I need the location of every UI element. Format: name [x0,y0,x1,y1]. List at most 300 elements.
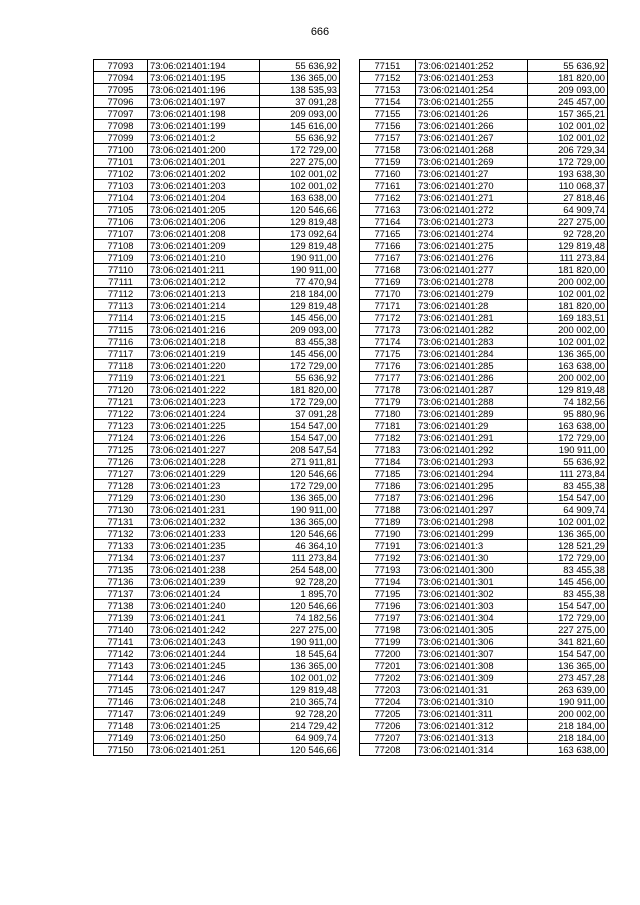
cadastral-number-cell: 73:06:021401:23 [148,480,260,492]
cadastral-number-cell: 73:06:021401:250 [148,732,260,744]
table-row [94,720,340,732]
value-cell: 129 819,48 [528,384,608,396]
cadastral-number-cell: 73:06:021401:311 [416,708,528,720]
cadastral-number-cell: 73:06:021401:297 [416,504,528,516]
value-cell: 190 911,00 [528,444,608,456]
table-row [360,540,608,552]
table-row [94,240,340,252]
cadastral-number-cell: 73:06:021401:198 [148,108,260,120]
row-number-cell: 77097 [94,108,148,120]
table-row [94,648,340,660]
row-number-cell: 77172 [360,312,416,324]
table-row [94,204,340,216]
cadastral-number-cell: 73:06:021401:270 [416,180,528,192]
table-row [360,576,608,588]
cadastral-number-cell: 73:06:021401:289 [416,408,528,420]
cadastral-number-cell: 73:06:021401:296 [416,492,528,504]
value-cell: 55 636,92 [528,60,608,72]
value-cell: 254 548,00 [260,564,340,576]
cadastral-number-cell: 73:06:021401:287 [416,384,528,396]
table-row [94,108,340,120]
value-cell: 145 456,00 [260,312,340,324]
row-number-cell: 77102 [94,168,148,180]
table-row [360,552,608,564]
table-row [94,288,340,300]
table-row [94,516,340,528]
table-row [360,516,608,528]
value-cell: 245 457,00 [528,96,608,108]
value-cell: 92 728,20 [260,576,340,588]
value-cell: 181 820,00 [528,72,608,84]
value-cell: 227 275,00 [528,216,608,228]
row-number-cell: 77162 [360,192,416,204]
value-cell: 120 546,66 [260,204,340,216]
table-row [94,180,340,192]
value-cell: 110 068,37 [528,180,608,192]
cadastral-number-cell: 73:06:021401:194 [148,60,260,72]
table-row [94,396,340,408]
table-row [360,564,608,576]
value-cell: 200 002,00 [528,708,608,720]
table-row [360,360,608,372]
table-row [94,696,340,708]
table-row [94,96,340,108]
cadastral-number-cell: 73:06:021401:272 [416,204,528,216]
ledger-table-left [93,59,340,756]
row-number-cell: 77185 [360,468,416,480]
cadastral-number-cell: 73:06:021401:288 [416,396,528,408]
cadastral-number-cell: 73:06:021401:283 [416,336,528,348]
table-row [94,732,340,744]
value-cell: 200 002,00 [528,372,608,384]
table-row [360,720,608,732]
value-cell: 55 636,92 [260,132,340,144]
cadastral-number-cell: 73:06:021401:242 [148,624,260,636]
value-cell: 102 001,02 [260,180,340,192]
value-cell: 83 455,38 [528,588,608,600]
cadastral-number-cell: 73:06:021401:197 [148,96,260,108]
value-cell: 120 546,66 [260,468,340,480]
table-row [360,180,608,192]
table-row [94,84,340,96]
cadastral-number-cell: 73:06:021401:294 [416,468,528,480]
cadastral-number-cell: 73:06:021401:241 [148,612,260,624]
cadastral-number-cell: 73:06:021401:202 [148,168,260,180]
cadastral-number-cell: 73:06:021401:314 [416,744,528,756]
cadastral-number-cell: 73:06:021401:282 [416,324,528,336]
row-number-cell: 77137 [94,588,148,600]
table-row [360,684,608,696]
table-row [360,384,608,396]
cadastral-number-cell: 73:06:021401:298 [416,516,528,528]
value-cell: 154 547,00 [260,420,340,432]
table-row [94,120,340,132]
table-row [360,744,608,756]
row-number-cell: 77129 [94,492,148,504]
value-cell: 163 638,00 [528,744,608,756]
cadastral-number-cell: 73:06:021401:203 [148,180,260,192]
table-row [94,624,340,636]
row-number-cell: 77167 [360,252,416,264]
value-cell: 209 093,00 [528,84,608,96]
cadastral-number-cell: 73:06:021401:226 [148,432,260,444]
table-row [94,432,340,444]
cadastral-number-cell: 73:06:021401:308 [416,660,528,672]
row-number-cell: 77121 [94,396,148,408]
table-row [360,672,608,684]
row-number-cell: 77150 [94,744,148,756]
value-cell: 181 820,00 [528,264,608,276]
row-number-cell: 77124 [94,432,148,444]
value-cell: 55 636,92 [528,456,608,468]
value-cell: 209 093,00 [260,108,340,120]
table-row [94,312,340,324]
table-row [360,600,608,612]
cadastral-number-cell: 73:06:021401:292 [416,444,528,456]
cadastral-number-cell: 73:06:021401:199 [148,120,260,132]
table-row [360,252,608,264]
cadastral-number-cell: 73:06:021401:209 [148,240,260,252]
row-number-cell: 77119 [94,372,148,384]
table-row [360,456,608,468]
value-cell: 154 547,00 [528,600,608,612]
cadastral-number-cell: 73:06:021401:273 [416,216,528,228]
row-number-cell: 77186 [360,480,416,492]
value-cell: 138 535,93 [260,84,340,96]
row-number-cell: 77140 [94,624,148,636]
row-number-cell: 77177 [360,372,416,384]
value-cell: 95 880,96 [528,408,608,420]
table-row [94,192,340,204]
row-number-cell: 77187 [360,492,416,504]
row-number-cell: 77168 [360,264,416,276]
table-row [360,144,608,156]
table-row [94,384,340,396]
row-number-cell: 77171 [360,300,416,312]
cadastral-number-cell: 73:06:021401:266 [416,120,528,132]
row-number-cell: 77131 [94,516,148,528]
cadastral-number-cell: 73:06:021401:277 [416,264,528,276]
value-cell: 18 545,64 [260,648,340,660]
row-number-cell: 77148 [94,720,148,732]
table-row [360,468,608,480]
value-cell: 55 636,92 [260,372,340,384]
row-number-cell: 77117 [94,348,148,360]
cadastral-number-cell: 73:06:021401:213 [148,288,260,300]
table-row [94,504,340,516]
cadastral-number-cell: 73:06:021401:29 [416,420,528,432]
cadastral-number-cell: 73:06:021401:196 [148,84,260,96]
row-number-cell: 77103 [94,180,148,192]
cadastral-number-cell: 73:06:021401:285 [416,360,528,372]
cadastral-number-cell: 73:06:021401:247 [148,684,260,696]
row-number-cell: 77134 [94,552,148,564]
cadastral-number-cell: 73:06:021401:24 [148,588,260,600]
cadastral-number-cell: 73:06:021401:201 [148,156,260,168]
cadastral-number-cell: 73:06:021401:275 [416,240,528,252]
value-cell: 273 457,28 [528,672,608,684]
table-row [360,612,608,624]
row-number-cell: 77181 [360,420,416,432]
table-row [360,480,608,492]
row-number-cell: 77122 [94,408,148,420]
cadastral-number-cell: 73:06:021401:281 [416,312,528,324]
cadastral-number-cell: 73:06:021401:200 [148,144,260,156]
row-number-cell: 77094 [94,72,148,84]
value-cell: 136 365,00 [528,660,608,672]
cadastral-number-cell: 73:06:021401:28 [416,300,528,312]
row-number-cell: 77144 [94,672,148,684]
row-number-cell: 77107 [94,228,148,240]
cadastral-number-cell: 73:06:021401:248 [148,696,260,708]
row-number-cell: 77154 [360,96,416,108]
table-row [360,588,608,600]
table-row [94,552,340,564]
value-cell: 102 001,02 [528,132,608,144]
row-number-cell: 77205 [360,708,416,720]
row-number-cell: 77169 [360,276,416,288]
value-cell: 102 001,02 [528,120,608,132]
row-number-cell: 77196 [360,600,416,612]
value-cell: 154 547,00 [528,492,608,504]
value-cell: 208 547,54 [260,444,340,456]
cadastral-number-cell: 73:06:021401:301 [416,576,528,588]
value-cell: 102 001,02 [528,288,608,300]
ledger-table-right [359,59,608,756]
cadastral-number-cell: 73:06:021401:313 [416,732,528,744]
table-row [94,228,340,240]
cadastral-number-cell: 73:06:021401:253 [416,72,528,84]
value-cell: 111 273,84 [528,252,608,264]
table-row [94,708,340,720]
row-number-cell: 77141 [94,636,148,648]
row-number-cell: 77198 [360,624,416,636]
row-number-cell: 77113 [94,300,148,312]
value-cell: 92 728,20 [260,708,340,720]
cadastral-number-cell: 73:06:021401:205 [148,204,260,216]
row-number-cell: 77149 [94,732,148,744]
row-number-cell: 77111 [94,276,148,288]
table-row [360,324,608,336]
row-number-cell: 77170 [360,288,416,300]
value-cell: 129 819,48 [260,240,340,252]
row-number-cell: 77109 [94,252,148,264]
cadastral-number-cell: 73:06:021401:215 [148,312,260,324]
value-cell: 64 909,74 [528,504,608,516]
row-number-cell: 77093 [94,60,148,72]
cadastral-number-cell: 73:06:021401:306 [416,636,528,648]
value-cell: 55 636,92 [260,60,340,72]
row-number-cell: 77184 [360,456,416,468]
table-row [360,300,608,312]
cadastral-number-cell: 73:06:021401:212 [148,276,260,288]
cadastral-number-cell: 73:06:021401:235 [148,540,260,552]
row-number-cell: 77095 [94,84,148,96]
table-row [360,444,608,456]
table-row [94,456,340,468]
row-number-cell: 77193 [360,564,416,576]
value-cell: 77 470,94 [260,276,340,288]
value-cell: 154 547,00 [260,432,340,444]
row-number-cell: 77178 [360,384,416,396]
cadastral-number-cell: 73:06:021401:249 [148,708,260,720]
row-number-cell: 77096 [94,96,148,108]
value-cell: 173 092,64 [260,228,340,240]
cadastral-number-cell: 73:06:021401:206 [148,216,260,228]
value-cell: 1 895,70 [260,588,340,600]
row-number-cell: 77180 [360,408,416,420]
value-cell: 341 821,60 [528,636,608,648]
value-cell: 172 729,00 [528,156,608,168]
cadastral-number-cell: 73:06:021401:310 [416,696,528,708]
row-number-cell: 77156 [360,120,416,132]
value-cell: 129 819,48 [528,240,608,252]
row-number-cell: 77099 [94,132,148,144]
row-number-cell: 77104 [94,192,148,204]
value-cell: 128 521,29 [528,540,608,552]
cadastral-number-cell: 73:06:021401:293 [416,456,528,468]
value-cell: 102 001,02 [260,168,340,180]
cadastral-number-cell: 73:06:021401:243 [148,636,260,648]
value-cell: 200 002,00 [528,324,608,336]
cadastral-number-cell: 73:06:021401:284 [416,348,528,360]
table-row [94,300,340,312]
table-row [94,276,340,288]
table-row [94,744,340,756]
cadastral-number-cell: 73:06:021401:305 [416,624,528,636]
row-number-cell: 77204 [360,696,416,708]
table-row [94,264,340,276]
table-row [94,684,340,696]
table-row [360,60,608,72]
row-number-cell: 77135 [94,564,148,576]
table-row [360,636,608,648]
value-cell: 136 365,00 [260,492,340,504]
value-cell: 218 184,00 [528,732,608,744]
row-number-cell: 77152 [360,72,416,84]
table-row [94,60,340,72]
value-cell: 136 365,00 [260,660,340,672]
row-number-cell: 77175 [360,348,416,360]
table-row [94,576,340,588]
row-number-cell: 77112 [94,288,148,300]
cadastral-number-cell: 73:06:021401:227 [148,444,260,456]
cadastral-number-cell: 73:06:021401:268 [416,144,528,156]
page-number: 666 [310,26,330,38]
value-cell: 157 365,21 [528,108,608,120]
table-row [360,336,608,348]
cadastral-number-cell: 73:06:021401:228 [148,456,260,468]
table-row [94,612,340,624]
value-cell: 190 911,00 [260,252,340,264]
row-number-cell: 77136 [94,576,148,588]
table-row [94,540,340,552]
cadastral-number-cell: 73:06:021401:222 [148,384,260,396]
cadastral-number-cell: 73:06:021401:312 [416,720,528,732]
value-cell: 83 455,38 [528,564,608,576]
table-row [94,168,340,180]
value-cell: 218 184,00 [260,288,340,300]
value-cell: 214 729,42 [260,720,340,732]
row-number-cell: 77138 [94,600,148,612]
cadastral-number-cell: 73:06:021401:286 [416,372,528,384]
table-row [94,336,340,348]
cadastral-number-cell: 73:06:021401:244 [148,648,260,660]
table-row [94,492,340,504]
value-cell: 163 638,00 [528,420,608,432]
value-cell: 129 819,48 [260,684,340,696]
cadastral-number-cell: 73:06:021401:221 [148,372,260,384]
value-cell: 172 729,00 [260,144,340,156]
row-number-cell: 77183 [360,444,416,456]
value-cell: 227 275,00 [260,624,340,636]
cadastral-number-cell: 73:06:021401:219 [148,348,260,360]
cadastral-number-cell: 73:06:021401:210 [148,252,260,264]
table-row [360,120,608,132]
row-number-cell: 77179 [360,396,416,408]
table-row [360,348,608,360]
cadastral-number-cell: 73:06:021401:208 [148,228,260,240]
row-number-cell: 77115 [94,324,148,336]
cadastral-number-cell: 73:06:021401:302 [416,588,528,600]
table-row [94,72,340,84]
table-row [360,420,608,432]
row-number-cell: 77098 [94,120,148,132]
cadastral-number-cell: 73:06:021401:230 [148,492,260,504]
row-number-cell: 77206 [360,720,416,732]
row-number-cell: 77174 [360,336,416,348]
cadastral-number-cell: 73:06:021401:309 [416,672,528,684]
table-row [360,228,608,240]
cadastral-number-cell: 73:06:021401:237 [148,552,260,564]
row-number-cell: 77160 [360,168,416,180]
cadastral-number-cell: 73:06:021401:30 [416,552,528,564]
table-row [360,96,608,108]
value-cell: 145 616,00 [260,120,340,132]
row-number-cell: 77123 [94,420,148,432]
value-cell: 181 820,00 [528,300,608,312]
cadastral-number-cell: 73:06:021401:231 [148,504,260,516]
value-cell: 102 001,02 [528,516,608,528]
row-number-cell: 77161 [360,180,416,192]
row-number-cell: 77116 [94,336,148,348]
cadastral-number-cell: 73:06:021401:216 [148,324,260,336]
table-row [94,252,340,264]
row-number-cell: 77151 [360,60,416,72]
value-cell: 227 275,00 [260,156,340,168]
cadastral-number-cell: 73:06:021401:246 [148,672,260,684]
value-cell: 120 546,66 [260,744,340,756]
row-number-cell: 77192 [360,552,416,564]
row-number-cell: 77125 [94,444,148,456]
cadastral-number-cell: 73:06:021401:271 [416,192,528,204]
value-cell: 163 638,00 [528,360,608,372]
value-cell: 145 456,00 [260,348,340,360]
table-row [360,264,608,276]
cadastral-number-cell: 73:06:021401:300 [416,564,528,576]
value-cell: 190 911,00 [260,264,340,276]
table-row [94,444,340,456]
table-row [360,648,608,660]
value-cell: 218 184,00 [528,720,608,732]
table-row [360,192,608,204]
value-cell: 27 818,46 [528,192,608,204]
table-row [360,108,608,120]
row-number-cell: 77100 [94,144,148,156]
row-number-cell: 77158 [360,144,416,156]
cadastral-number-cell: 73:06:021401:240 [148,600,260,612]
cadastral-number-cell: 73:06:021401:299 [416,528,528,540]
